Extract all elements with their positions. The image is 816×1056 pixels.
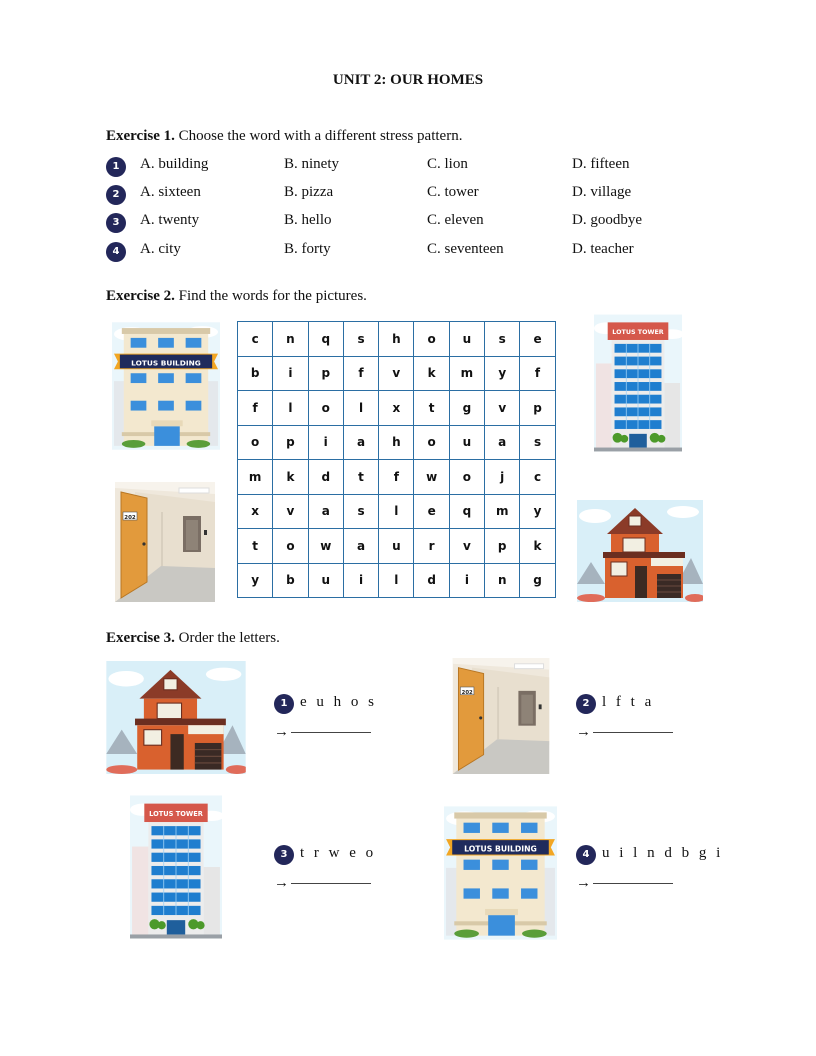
grid-cell[interactable]: s xyxy=(343,494,378,529)
grid-row xyxy=(238,563,556,598)
grid-cell[interactable]: s xyxy=(520,425,555,460)
answer-line[interactable] xyxy=(274,724,371,741)
grid-cell[interactable]: w xyxy=(308,529,343,564)
question-number-badge: 3 xyxy=(106,213,126,233)
option-c[interactable]: C. lion xyxy=(427,156,468,172)
option-c[interactable]: C. tower xyxy=(427,184,479,200)
grid-cell[interactable]: a xyxy=(343,529,378,564)
grid-cell[interactable]: i xyxy=(343,563,378,598)
grid-cell[interactable]: y xyxy=(485,356,520,391)
answer-line[interactable] xyxy=(274,875,371,892)
option-b[interactable]: B. ninety xyxy=(284,156,339,172)
option-a[interactable]: A. twenty xyxy=(140,212,200,228)
grid-cell[interactable]: x xyxy=(238,494,273,529)
grid-cell[interactable]: b xyxy=(273,563,308,598)
grid-cell[interactable]: a xyxy=(343,425,378,460)
grid-cell[interactable]: u xyxy=(449,425,484,460)
grid-cell[interactable]: c xyxy=(520,460,555,495)
grid-cell[interactable]: n xyxy=(485,563,520,598)
grid-cell[interactable]: i xyxy=(273,356,308,391)
grid-cell[interactable]: a xyxy=(308,494,343,529)
grid-cell[interactable]: c xyxy=(238,322,273,357)
grid-cell[interactable]: m xyxy=(449,356,484,391)
question-row xyxy=(106,184,726,206)
option-d[interactable]: D. village xyxy=(572,184,632,200)
option-a[interactable]: A. sixteen xyxy=(140,184,201,200)
grid-cell[interactable]: s xyxy=(343,322,378,357)
grid-cell[interactable]: s xyxy=(485,322,520,357)
grid-cell[interactable]: p xyxy=(273,425,308,460)
grid-cell[interactable]: o xyxy=(414,425,449,460)
option-d[interactable]: D. teacher xyxy=(572,241,634,257)
tower-sign-text: LOTUS TOWER xyxy=(612,329,664,337)
grid-cell[interactable]: f xyxy=(238,391,273,426)
question-number-badge: 1 xyxy=(106,157,126,177)
exercise-1-instruction: Choose the word with a different stress pattern. xyxy=(174,128,463,144)
grid-row xyxy=(238,529,556,564)
grid-row xyxy=(238,391,556,426)
item-number-badge: 2 xyxy=(576,694,596,714)
grid-cell[interactable]: m xyxy=(485,494,520,529)
grid-cell[interactable]: i xyxy=(308,425,343,460)
grid-cell[interactable]: o xyxy=(449,460,484,495)
grid-row xyxy=(238,356,556,391)
grid-cell[interactable]: v xyxy=(379,356,414,391)
grid-cell[interactable]: f xyxy=(343,356,378,391)
flat-hallway-illustration xyxy=(114,482,216,602)
answer-line[interactable] xyxy=(576,875,673,892)
grid-cell[interactable]: v xyxy=(449,529,484,564)
grid-cell[interactable]: p xyxy=(520,391,555,426)
option-b[interactable]: B. pizza xyxy=(284,184,334,200)
option-c[interactable]: C. seventeen xyxy=(427,241,504,257)
grid-cell[interactable]: y xyxy=(238,563,273,598)
option-c[interactable]: C. eleven xyxy=(427,212,484,228)
option-b[interactable]: B. forty xyxy=(284,241,331,257)
grid-cell[interactable]: t xyxy=(238,529,273,564)
word-search-grid xyxy=(237,321,556,598)
exercise-1-heading xyxy=(106,128,462,145)
tower-illustration xyxy=(594,314,682,452)
scrambled-letters: u i l n d b g i xyxy=(602,845,724,861)
building-illustration xyxy=(444,806,557,940)
grid-cell[interactable]: u xyxy=(308,563,343,598)
answer-line[interactable] xyxy=(576,724,673,741)
arrow-icon: → xyxy=(576,875,591,891)
grid-row xyxy=(238,425,556,460)
arrow-icon: → xyxy=(274,724,289,740)
grid-cell[interactable]: a xyxy=(485,425,520,460)
question-row xyxy=(106,241,726,263)
exercise-1-label: Exercise 1. xyxy=(106,128,175,144)
item-number-badge: 3 xyxy=(274,845,294,865)
tower-illustration xyxy=(130,795,222,939)
grid-cell[interactable]: j xyxy=(485,460,520,495)
grid-cell[interactable]: q xyxy=(449,494,484,529)
grid-cell[interactable]: h xyxy=(379,425,414,460)
building-illustration xyxy=(112,321,220,451)
exercise-3-label: Exercise 3. xyxy=(106,630,175,646)
grid-cell[interactable]: o xyxy=(414,322,449,357)
door-number: 202 xyxy=(461,689,473,696)
option-d[interactable]: D. goodbye xyxy=(572,212,642,228)
question-number-badge: 4 xyxy=(106,242,126,262)
question-row xyxy=(106,156,726,178)
answer-blank[interactable] xyxy=(593,883,673,884)
house-illustration xyxy=(106,661,246,774)
grid-cell[interactable]: t xyxy=(343,460,378,495)
grid-cell[interactable]: p xyxy=(308,356,343,391)
grid-cell[interactable]: u xyxy=(449,322,484,357)
scrambled-letters: e u h o s xyxy=(300,694,377,710)
grid-cell[interactable]: d xyxy=(308,460,343,495)
exercise-2-heading xyxy=(106,288,367,305)
grid-cell[interactable]: k xyxy=(273,460,308,495)
grid-cell[interactable]: l xyxy=(379,494,414,529)
grid-cell[interactable]: y xyxy=(520,494,555,529)
question-row xyxy=(106,212,726,234)
door-number: 202 xyxy=(124,515,136,521)
flat-hallway-illustration xyxy=(452,658,550,774)
item-number-badge: 4 xyxy=(576,845,596,865)
option-d[interactable]: D. fifteen xyxy=(572,156,630,172)
grid-cell[interactable]: h xyxy=(379,322,414,357)
option-a[interactable]: A. building xyxy=(140,156,209,172)
grid-cell[interactable]: k xyxy=(414,356,449,391)
scrambled-letters: l f t a xyxy=(602,694,655,710)
grid-cell[interactable]: w xyxy=(414,460,449,495)
grid-cell[interactable]: e xyxy=(520,322,555,357)
grid-cell[interactable]: r xyxy=(414,529,449,564)
grid-cell[interactable]: l xyxy=(273,391,308,426)
grid-cell[interactable]: x xyxy=(379,391,414,426)
grid-cell[interactable]: n xyxy=(273,322,308,357)
grid-cell[interactable]: o xyxy=(273,529,308,564)
grid-cell[interactable]: u xyxy=(379,529,414,564)
grid-cell[interactable]: m xyxy=(238,460,273,495)
page-title: UNIT 2: OUR HOMES xyxy=(332,72,484,88)
answer-blank[interactable] xyxy=(291,732,371,733)
answer-blank[interactable] xyxy=(291,883,371,884)
arrow-icon: → xyxy=(274,875,289,891)
exercise-2-label: Exercise 2. xyxy=(106,288,175,304)
item-number-badge: 1 xyxy=(274,694,294,714)
grid-cell[interactable]: g xyxy=(520,563,555,598)
grid-cell[interactable]: o xyxy=(308,391,343,426)
option-b[interactable]: B. hello xyxy=(284,212,332,228)
grid-cell[interactable]: f xyxy=(379,460,414,495)
grid-cell[interactable]: v xyxy=(485,391,520,426)
grid-row xyxy=(238,494,556,529)
grid-cell[interactable]: t xyxy=(414,391,449,426)
grid-cell[interactable]: e xyxy=(414,494,449,529)
tower-sign-text: LOTUS TOWER xyxy=(149,809,203,818)
exercise-3-heading xyxy=(106,630,280,647)
grid-cell[interactable]: l xyxy=(343,391,378,426)
building-sign-text: LOTUS BUILDING xyxy=(464,844,537,854)
exercise-3-instruction: Order the letters. xyxy=(174,630,280,646)
grid-cell[interactable]: v xyxy=(273,494,308,529)
grid-cell[interactable]: i xyxy=(449,563,484,598)
grid-row xyxy=(238,322,556,357)
arrow-icon: → xyxy=(576,724,591,740)
building-sign-text: LOTUS BUILDING xyxy=(131,358,201,368)
grid-cell[interactable]: q xyxy=(308,322,343,357)
grid-cell[interactable]: o xyxy=(238,425,273,460)
grid-row xyxy=(238,460,556,495)
grid-cell[interactable]: k xyxy=(520,529,555,564)
option-a[interactable]: A. city xyxy=(140,241,181,257)
grid-cell[interactable]: p xyxy=(485,529,520,564)
grid-cell[interactable]: f xyxy=(520,356,555,391)
answer-blank[interactable] xyxy=(593,732,673,733)
grid-cell[interactable]: b xyxy=(238,356,273,391)
house-illustration xyxy=(577,500,703,602)
question-number-badge: 2 xyxy=(106,185,126,205)
exercise-2-instruction: Find the words for the pictures. xyxy=(174,288,367,304)
grid-cell[interactable]: d xyxy=(414,563,449,598)
scrambled-letters: t r w e o xyxy=(300,845,377,861)
grid-cell[interactable]: l xyxy=(379,563,414,598)
grid-cell[interactable]: g xyxy=(449,391,484,426)
